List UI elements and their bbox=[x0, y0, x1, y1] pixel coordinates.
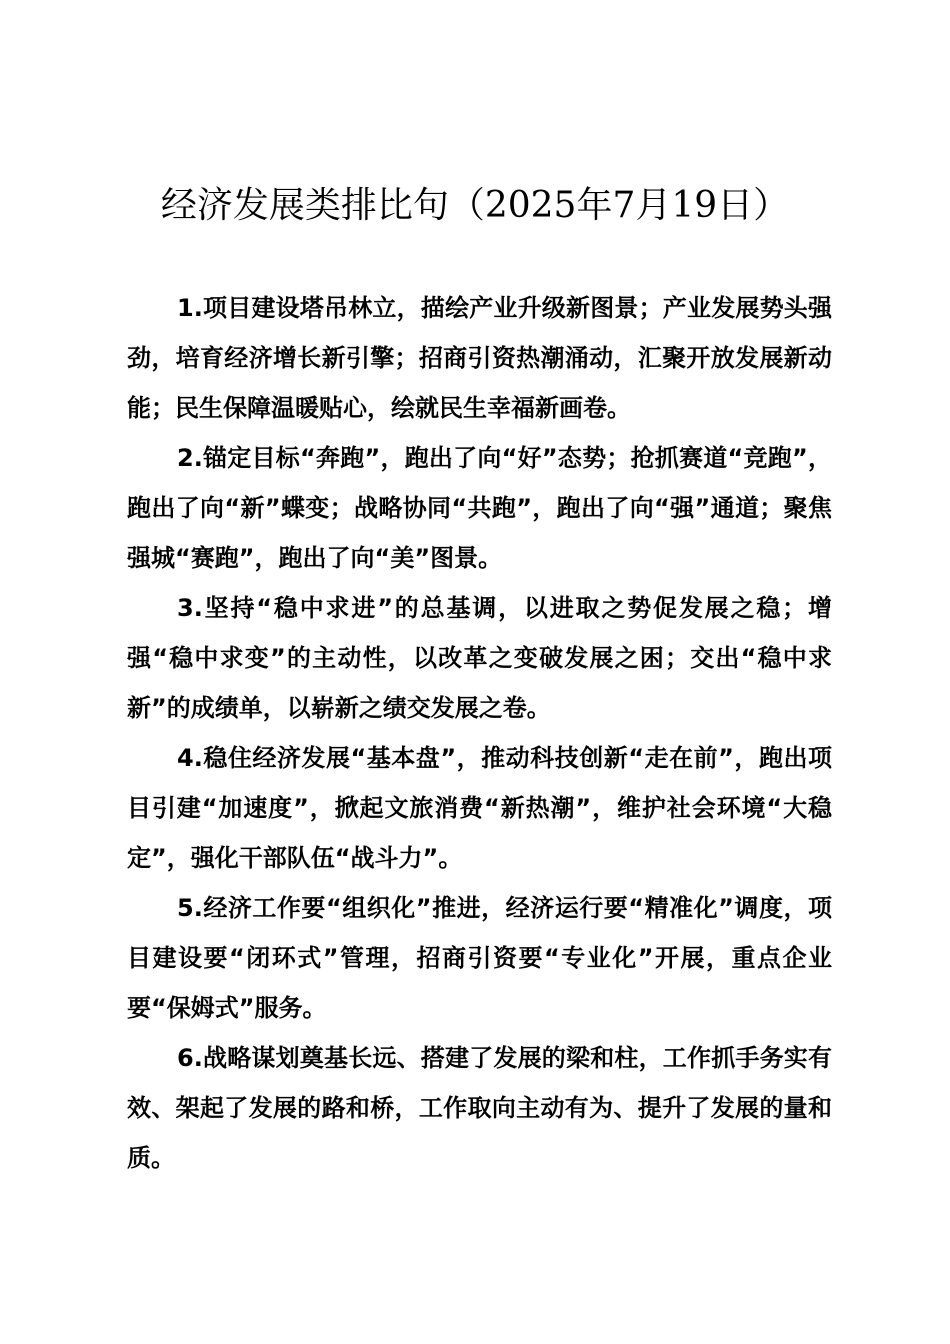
paragraph-1: 1.项目建设塔吊林立，描绘产业升级新图景；产业发展势头强劲，培育经济增长新引擎；招商引资热潮涌动，汇聚开放发展新动能；民生保障温暖贴心，绘就民生幸福新画卷。 bbox=[127, 294, 832, 422]
paragraph-4: 4.稳住经济发展“基本盘”，推动科技创新“走在前”，跑出项目引建“加速度”，掀起文旅消费“新热潮”，维护社会环境“大稳定”，强化干部队伍“战斗力”。 bbox=[127, 744, 832, 872]
document-title: 经济发展类排比句（2025年7月19日） bbox=[160, 185, 790, 226]
paragraph-6: 6.战略谋划奠基长远、搭建了发展的梁和柱，工作抓手务实有效、架起了发展的路和桥，工作取向主动有为、提升了发展的量和质。 bbox=[127, 1044, 832, 1172]
paragraph-3: 3.坚持“稳中求进”的总基调，以进取之势促发展之稳；增强“稳中求变”的主动性，以改革之变破发展之困；交出“稳中求新”的成绩单，以崭新之绩交发展之卷。 bbox=[127, 594, 832, 722]
paragraph-2: 2.锚定目标“奔跑”，跑出了向“好”态势；抢抓赛道“竞跑”，跑出了向“新”蝶变；战略协同“共跑”，跑出了向“强”通道；聚焦强城“赛跑”，跑出了向“美”图景。 bbox=[127, 444, 832, 572]
paragraph-5: 5.经济工作要“组织化”推进，经济运行要“精准化”调度，项目建设要“闭环式”管理，招商引资要“专业化”开展，重点企业要“保姆式”服务。 bbox=[127, 894, 832, 1022]
document-body bbox=[127, 283, 832, 1183]
